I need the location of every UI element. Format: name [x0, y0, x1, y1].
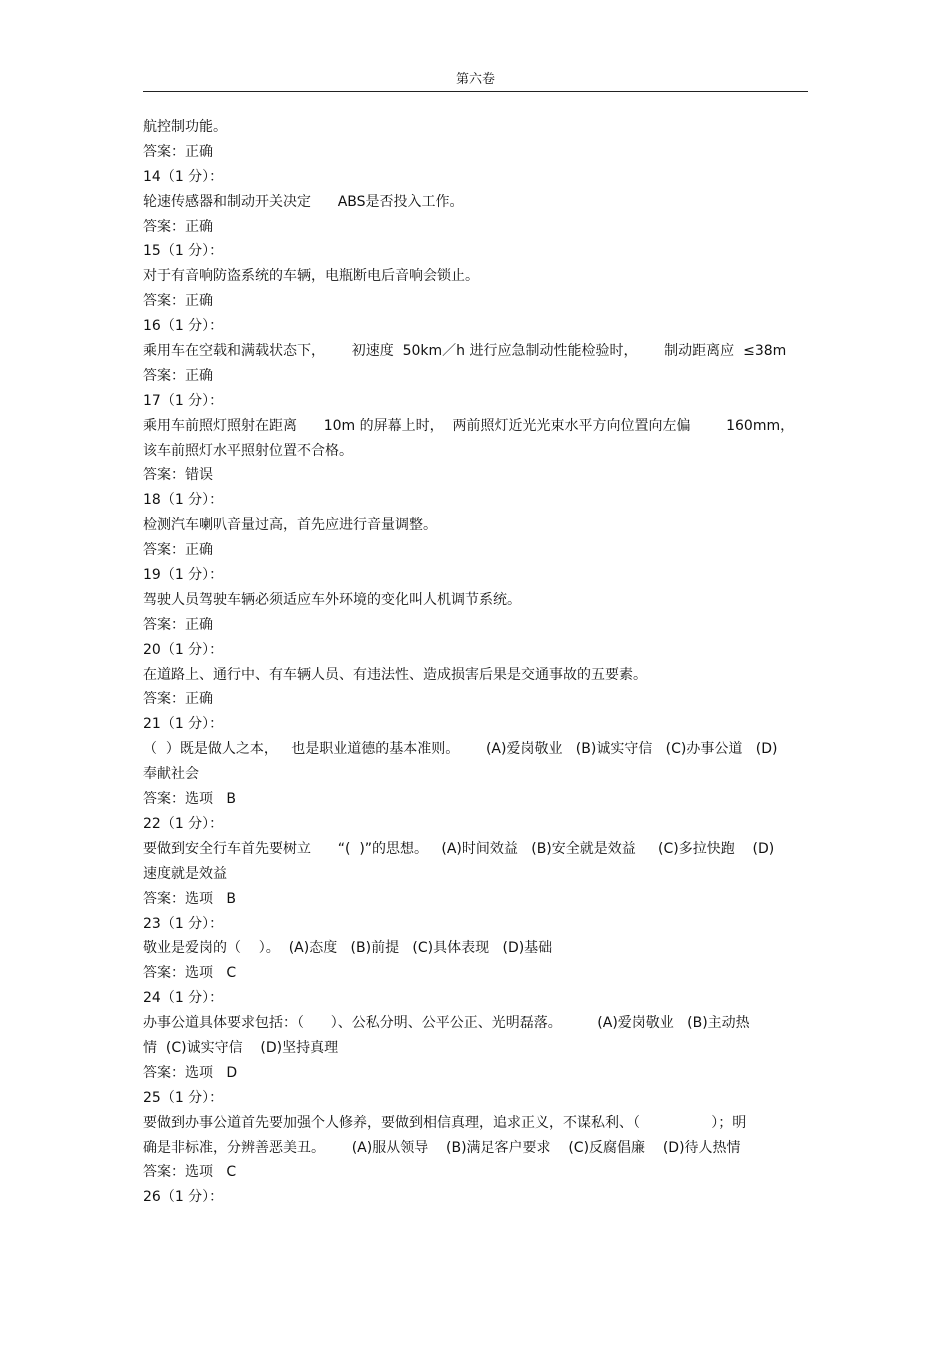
text-line: 答案：选项 C [143, 965, 237, 982]
text-line: （ ）既是做人之本， 也是职业道德的基本准则。 (A)爱岗敬业 (B)诚实守信 (C)办事公道 (D) [143, 741, 778, 758]
text-line: 答案：正确 [143, 367, 213, 384]
text-line: 确是非标准，分辨善恶美丑。 (A)服从领导 (B)满足客户要求 (C)反腐倡廉 (D)待人热情 [143, 1139, 741, 1156]
text-line: 答案：正确 [143, 616, 213, 633]
text-line: 速度就是效益 [143, 865, 227, 882]
text-line: 21（1 分）： [143, 716, 224, 733]
text-line: 检测汽车喇叭音量过高，首先应进行音量调整。 [143, 517, 437, 534]
text-line: 16（1 分）： [143, 318, 224, 335]
document-body [143, 115, 808, 1210]
text-line: 该车前照灯水平照射位置不合格。 [143, 442, 353, 459]
text-line: 乘用车在空载和满载状态下， 初速度 50km／h 进行应急制动性能检验时， 制动距离应 ≤38m [143, 343, 787, 360]
text-line: 20（1 分）： [143, 641, 224, 658]
text-line: 25（1 分）： [143, 1089, 224, 1106]
text-line: 答案：选项 D [143, 1064, 238, 1081]
text-line: 在道路上、通行中、有车辆人员、有违法性、造成损害后果是交通事故的五要素。 [143, 666, 647, 683]
text-line: 航控制功能。 [143, 119, 227, 135]
text-line: 答案：选项 B [143, 791, 236, 808]
text-line: 答案：正确 [143, 218, 213, 235]
text-line: 26（1 分）： [143, 1189, 224, 1206]
header-divider [143, 91, 808, 92]
text-line: 23（1 分）： [143, 915, 224, 932]
text-line: 轮速传感器和制动开关决定 ABS是否投入工作。 [143, 193, 464, 210]
text-line: 敬业是爱岗的（ ）。 (A)态度 (B)前提 (C)具体表现 (D)基础 [143, 940, 553, 957]
text-line: 对于有音响防盗系统的车辆，电瓶断电后音响会锁止。 [143, 268, 479, 285]
text-line: 要做到办事公道首先要加强个人修养，要做到相信真理，追求正义，不谋私利、（ ）；明 [143, 1114, 747, 1131]
text-line: 答案：正确 [143, 293, 213, 310]
text-line: 情 (C)诚实守信 (D)坚持真理 [143, 1039, 339, 1056]
text-line: 17（1 分）： [143, 392, 224, 409]
text-line: 办事公道具体要求包括：（ ）、公私分明、公平公正、光明磊落。 (A)爱岗敬业 (B)主动热 [143, 1015, 750, 1032]
text-line: 15（1 分）： [143, 243, 224, 260]
text-line: 答案：正确 [143, 143, 213, 160]
text-line: 答案：正确 [143, 691, 213, 708]
text-line: 18（1 分）： [143, 492, 224, 509]
text-line: 乘用车前照灯照射在距离 10m 的屏幕上时， 两前照灯近光光束水平方向位置向左偏 160mm， [143, 417, 795, 434]
text-line: 答案：选项 C [143, 1164, 237, 1181]
text-line: 答案：正确 [143, 542, 213, 559]
page-header: 第六卷 [455, 72, 495, 87]
text-line: 22（1 分）： [143, 815, 224, 832]
text-line: 驾驶人员驾驶车辆必须适应车外环境的变化叫人机调节系统。 [143, 591, 521, 608]
text-line: 答案：选项 B [143, 890, 236, 907]
text-line: 14（1 分）： [143, 168, 224, 185]
text-line: 奉献社会 [143, 766, 199, 783]
text-line: 要做到安全行车首先要树立 “( )”的思想。 (A)时间效益 (B)安全就是效益 (C)多拉快跑 (D) [143, 840, 775, 857]
text-line: 答案：错误 [143, 467, 213, 484]
text-line: 24（1 分）： [143, 990, 224, 1007]
text-line: 19（1 分）： [143, 567, 224, 584]
